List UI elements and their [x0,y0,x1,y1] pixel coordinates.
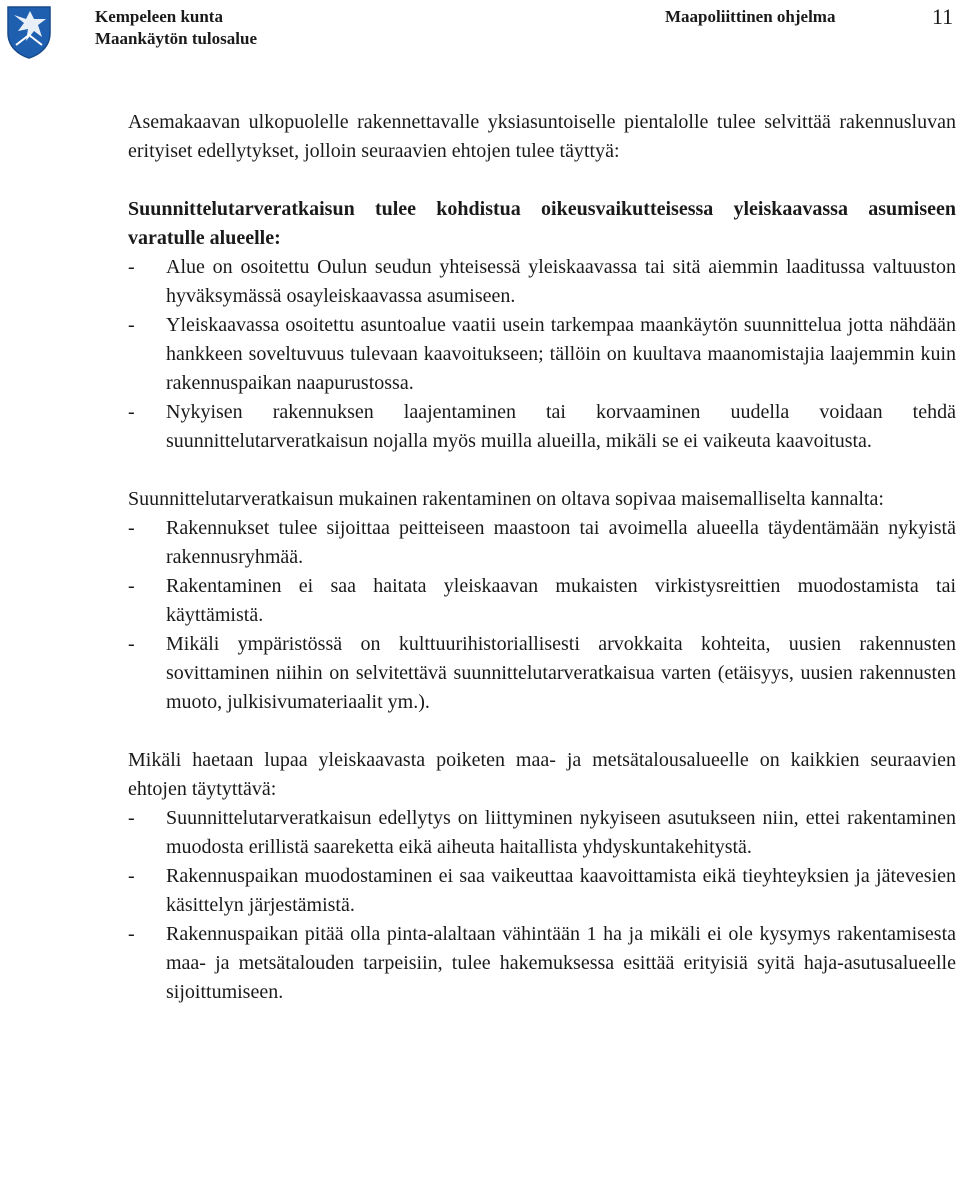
list-item-text: Suunnittelutarveratkaisun edellytys on liittyminen nykyiseen asutukseen niin, ettei rakentaminen muodosta erillistä saareketta eikä aiheuta haitallista yhdyskuntakehitystä. [166,807,956,858]
list-item [128,253,956,311]
list-dash: - [128,633,135,655]
org-line-1: Kempeleen kunta [95,7,223,26]
list-dash: - [128,807,135,829]
list-item [128,630,956,717]
page-number: 11 [932,4,954,29]
list-item-text: Nykyisen rakennuksen laajentaminen tai korvaaminen uudella voidaan tehdä suunnittelutarveratkaisun nojalla myös muilla alueilla, mikäli se ei vaikeuta kaavoitusta. [166,401,956,452]
list-dash: - [128,314,135,336]
list-item [128,311,956,398]
section2-intro: Suunnittelutarveratkaisun mukainen rakentaminen on oltava sopivaa maisemalliselta kannalta: [128,488,884,510]
coat-of-arms-icon [6,5,52,59]
list-item [128,804,956,862]
section1-heading: Suunnittelutarveratkaisun tulee kohdistua oikeusvaikutteisessa yleiskaavassa asumiseen varatulle alueelle: [128,198,956,249]
list-item-text: Rakennuspaikan muodostaminen ei saa vaikeuttaa kaavoittamista eikä tieyhteyksien ja jätevesien käsittelyn järjestämistä. [166,865,956,916]
section3-intro: Mikäli haetaan lupaa yleiskaavasta poiketen maa- ja metsätalousalueelle on kaikkien seuraavien ehtojen täytyttävä: [128,749,956,800]
page-header [0,0,960,60]
list-item [128,920,956,1007]
list-dash: - [128,256,135,278]
list-item [128,514,956,572]
list-item [128,398,956,456]
list-item [128,572,956,630]
list-item-text: Rakennukset tulee sijoittaa peitteiseen maastoon tai avoimella alueella täydentämään nykyistä rakennusryhmää. [166,517,956,568]
organization-name [95,6,257,50]
org-line-2: Maankäytön tulosalue [95,29,257,48]
document-title: Maapoliittinen ohjelma [665,7,836,26]
list-dash: - [128,517,135,539]
list-item-text: Rakennuspaikan pitää olla pinta-alaltaan vähintään 1 ha ja mikäli ei ole kysymys rakentamisesta maa- ja metsätalouden tarpeisiin, tulee hakemuksessa esittää erityisiä syitä haja-asutusalueelle sijoittumiseen. [166,923,956,1003]
document-body [128,108,956,1007]
list-item [128,862,956,920]
section1-intro: Asemakaavan ulkopuolelle rakennettavalle yksiasuntoiselle pientalolle tulee selvittää rakennusluvan erityiset edellytykset, jolloin seuraavien ehtojen tulee täyttyä: [128,111,956,162]
list-dash: - [128,575,135,597]
list-dash: - [128,401,135,423]
list-item-text: Rakentaminen ei saa haitata yleiskaavan mukaisten virkistysreittien muodostamista tai käyttämistä. [166,575,956,626]
list-dash: - [128,923,135,945]
list-item-text: Alue on osoitettu Oulun seudun yhteisessä yleiskaavassa tai sitä aiemmin laaditussa valtuuston hyväksymässä osayleiskaavassa asumiseen. [166,256,956,307]
list-dash: - [128,865,135,887]
list-item-text: Mikäli ympäristössä on kulttuurihistoriallisesti arvokkaita kohteita, uusien rakennusten sovittaminen niihin on selvitettävä suunnittelutarveratkaisua varten (etäisyys, uusien rakennusten muoto, julkisivumateriaalit ym.). [166,633,956,713]
list-item-text: Yleiskaavassa osoitettu asuntoalue vaatii usein tarkempaa maankäytön suunnittelua jotta nähdään hankkeen soveltuvuus tulevaan kaavoitukseen; tällöin on kuultava maanomistajia laajemmin kuin rakennuspaikan naapurustossa. [166,314,956,394]
